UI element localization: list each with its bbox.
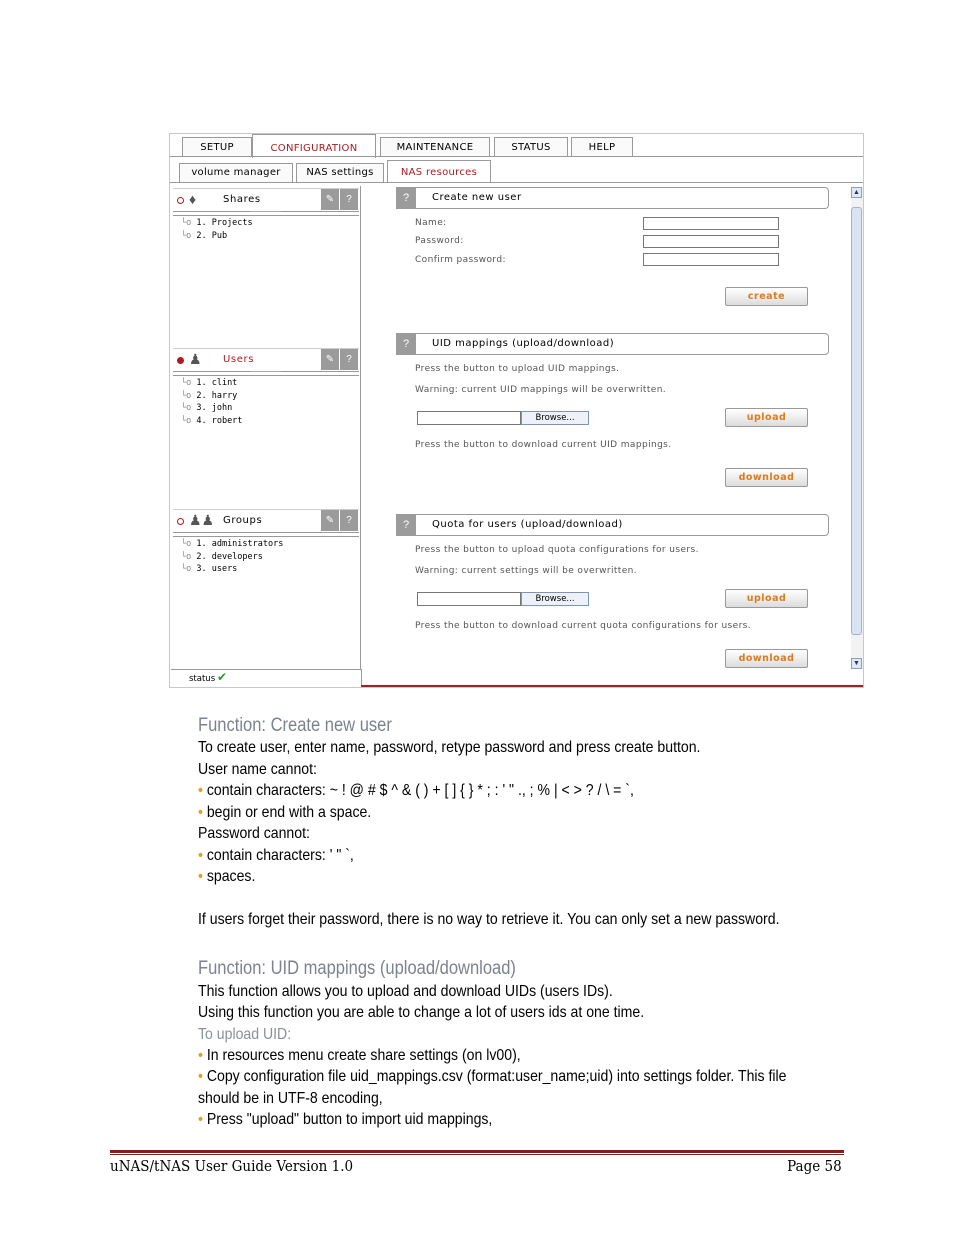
paragraph: Password cannot: (198, 825, 310, 842)
confirm-password-input[interactable] (643, 253, 779, 266)
uid-upload-button[interactable]: upload (725, 408, 808, 427)
bullet-icon: • (198, 782, 203, 799)
bottom-accent-line (361, 685, 864, 688)
group-icon: ♟♟ (189, 512, 215, 528)
tab-setup[interactable]: SETUP (182, 137, 252, 157)
bullet-icon: • (198, 804, 203, 821)
users-divider (173, 375, 359, 376)
uid-download-text: Press the button to download current UID mappings. (415, 440, 672, 450)
quota-download-button[interactable]: download (725, 649, 808, 668)
page-number: Page 58 (787, 1157, 842, 1175)
quota-download-text: Press the button to download current quota configurations for users. (415, 621, 752, 631)
create-user-help-icon[interactable]: ? (396, 187, 416, 209)
main-tab-line (170, 156, 863, 157)
groups-list (181, 538, 283, 576)
groups-radio[interactable] (177, 518, 184, 525)
user-icon: ♟ (189, 351, 202, 367)
uid-mappings-header (396, 333, 829, 355)
paragraph: User name cannot: (198, 761, 317, 778)
uid-file-input[interactable] (417, 411, 521, 425)
shares-tool-icon[interactable]: ✎ (321, 189, 339, 210)
name-label: Name: (415, 218, 447, 228)
users-list (181, 377, 242, 427)
paragraph: should be in UTF-8 encoding, (198, 1090, 383, 1107)
bullet-item: • begin or end with a space. (198, 804, 372, 821)
scroll-up-icon[interactable]: ▲ (851, 187, 862, 198)
paragraph: To create user, enter name, password, retype password and press create button. (198, 739, 701, 756)
shares-list (181, 217, 253, 242)
list-item[interactable]: └o 1. Projects (181, 218, 253, 228)
list-item[interactable]: └o 2. Pub (181, 230, 228, 241)
quota-header (396, 514, 829, 536)
shares-divider (173, 215, 359, 216)
list-item[interactable]: └o 4. robert (181, 415, 243, 426)
list-item[interactable]: └o 3. users (181, 564, 238, 574)
bullet-item: • spaces. (198, 868, 256, 885)
bullet-icon: • (198, 1111, 203, 1128)
uid-help-icon[interactable]: ? (396, 333, 416, 355)
bullet-item: • contain characters: ' " `, (198, 847, 354, 864)
name-input[interactable] (643, 217, 779, 230)
shares-title: Shares (223, 194, 261, 205)
list-item[interactable]: └o 3. john (181, 403, 233, 413)
groups-header[interactable] (173, 509, 359, 533)
groups-tool-icon[interactable]: ✎ (321, 510, 339, 531)
users-radio[interactable] (177, 357, 184, 364)
footer-rule-thin (110, 1154, 844, 1155)
paragraph: If users forget their password, there is no way to retrieve it. You can only set a new password. (198, 911, 780, 928)
shares-icon: ♦ (189, 191, 197, 207)
users-header[interactable] (173, 348, 359, 372)
list-item[interactable]: └o 2. harry (181, 390, 238, 401)
quota-help-icon[interactable]: ? (396, 514, 416, 536)
shares-header[interactable] (173, 188, 359, 212)
uid-browse-button[interactable]: Browse... (521, 411, 589, 425)
create-user-title: Create new user (432, 192, 522, 203)
checkmark-icon: ✔ (217, 670, 228, 684)
section-heading-create-user: Function: Create new user (198, 715, 392, 736)
quota-warning-text: Warning: current settings will be overwritten. (415, 566, 637, 576)
groups-divider (173, 536, 359, 537)
bullet-item: • Press "upload" button to import uid mappings, (198, 1111, 493, 1128)
tab-nas-settings[interactable]: NAS settings (296, 163, 384, 182)
status-label: status (189, 674, 216, 684)
tab-configuration[interactable]: CONFIGURATION (252, 134, 376, 158)
password-input[interactable] (643, 235, 779, 248)
footer-rule (110, 1150, 844, 1153)
bullet-item: • contain characters: ~ ! @ # $ ^ & ( ) + [ ] { } * ; : ' " ., ; % | < > ? / \ = `, (198, 782, 634, 799)
shares-radio[interactable] (177, 197, 184, 204)
bullet-icon: • (198, 1068, 203, 1085)
confirm-password-label: Confirm password: (415, 255, 506, 265)
paragraph: Using this function you are able to change a lot of users ids at one time. (198, 1004, 645, 1021)
create-button[interactable]: create (725, 287, 808, 306)
paragraph: This function allows you to upload and download UIDs (users IDs). (198, 983, 613, 1000)
tab-nas-resources[interactable]: NAS resources (387, 160, 491, 183)
vertical-scrollbar[interactable] (851, 187, 863, 669)
scroll-thumb[interactable] (851, 207, 862, 635)
scroll-down-icon[interactable]: ▼ (851, 658, 862, 669)
bullet-item: • Copy configuration file uid_mappings.csv (format:user_name;uid) into settings folder. This file (198, 1068, 787, 1085)
left-panel (171, 186, 361, 669)
subheading-upload-uid: To upload UID: (198, 1026, 292, 1043)
uid-upload-text: Press the button to upload UID mappings. (415, 364, 620, 374)
status-bar (171, 669, 362, 688)
bullet-icon: • (198, 847, 203, 864)
tab-help[interactable]: HELP (571, 137, 633, 157)
bullet-icon: • (198, 1047, 203, 1064)
uid-warning-text: Warning: current UID mappings will be overwritten. (415, 385, 667, 395)
password-label: Password: (415, 236, 464, 246)
quota-upload-button[interactable]: upload (725, 589, 808, 608)
footer-title: uNAS/tNAS User Guide Version 1.0 (110, 1157, 354, 1175)
screenshot-frame (169, 133, 864, 688)
list-item[interactable]: └o 1. clint (181, 378, 238, 388)
uid-mappings-title: UID mappings (upload/download) (432, 338, 615, 349)
sub-tab-line (170, 182, 864, 183)
shares-help-icon[interactable]: ? (340, 189, 358, 210)
create-user-header (396, 187, 829, 209)
uid-download-button[interactable]: download (725, 468, 808, 487)
quota-browse-button[interactable]: Browse... (521, 592, 589, 606)
list-item[interactable]: └o 1. administrators (181, 539, 284, 549)
tab-status[interactable]: STATUS (494, 137, 568, 157)
quota-upload-text: Press the button to upload quota configurations for users. (415, 545, 699, 555)
section-heading-uid-mappings: Function: UID mappings (upload/download) (198, 958, 516, 979)
users-help-icon[interactable]: ? (340, 349, 358, 370)
groups-title: Groups (223, 515, 263, 526)
bullet-item: • In resources menu create share settings (on lv00), (198, 1047, 521, 1064)
quota-title: Quota for users (upload/download) (432, 519, 623, 530)
users-title: Users (223, 354, 255, 365)
tab-maintenance[interactable]: MAINTENANCE (380, 137, 490, 157)
groups-help-icon[interactable]: ? (340, 510, 358, 531)
users-tool-icon[interactable]: ✎ (321, 349, 339, 370)
list-item[interactable]: └o 2. developers (181, 551, 263, 562)
bullet-icon: • (198, 868, 203, 885)
quota-file-input[interactable] (417, 592, 521, 606)
tab-volume-manager[interactable]: volume manager (179, 163, 293, 182)
